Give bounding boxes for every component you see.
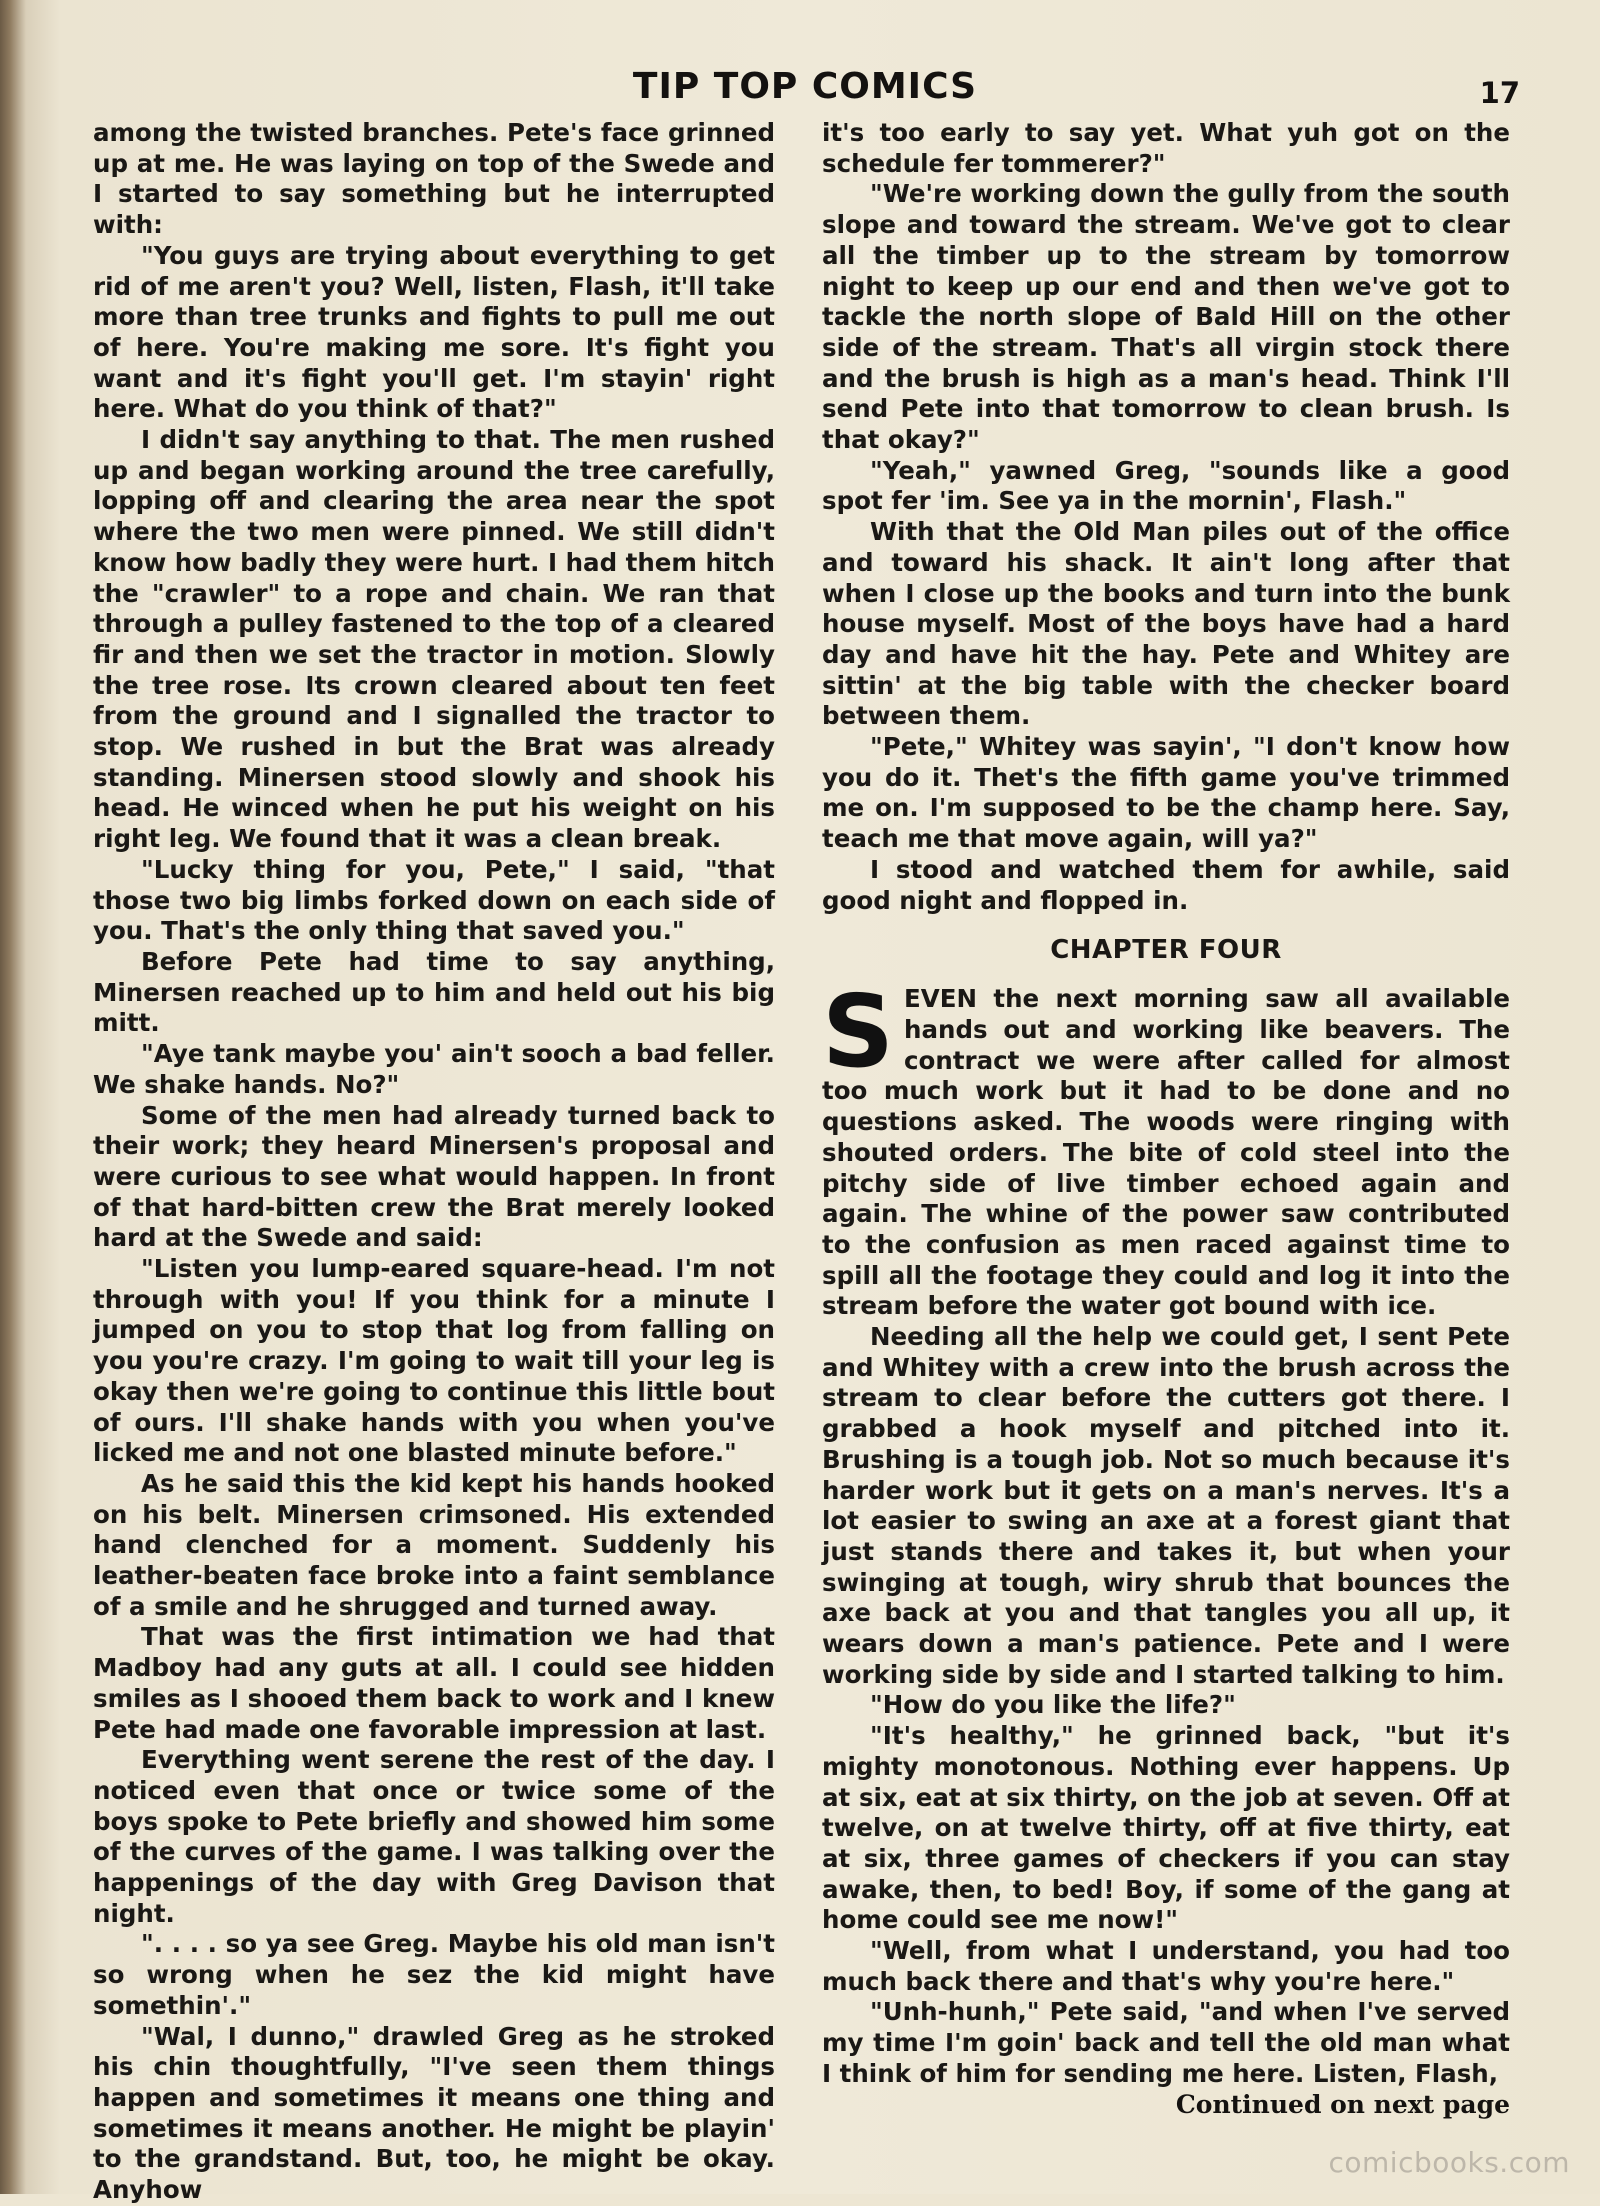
paragraph: Everything went serene the rest of the day. I noticed even that once or twice some of the boys spoke to Pete briefly and showed him some of the curves of the game. I was talking over the happenings of the day with Greg Davison that night.: [93, 1745, 775, 1928]
paragraph: "Wal, I dunno," drawled Greg as he stroked his chin thoughtfully, "I've seen them things happen and sometimes it means one thing and sometimes it means another. He might be playin' to the grandstand. But, too, he might be okay. Anyhow: [93, 2021, 775, 2205]
paragraph: That was the first intimation we had that Madboy had any guts at all. I could see hidden smiles as I shooed them back to work and I knew Pete had made one favorable impression at last.: [93, 1622, 775, 1744]
magazine-title: TIP TOP COMICS: [632, 66, 978, 107]
right-column-top-text: [822, 118, 1510, 916]
paragraph: among the twisted branches. Pete's face grinned up at me. He was laying on top of the Swede and I started to say something but he interrupted with:: [93, 118, 775, 240]
drop-cap-letter: S: [822, 973, 895, 1091]
paragraph: "Well, from what I understand, you had too much back there and that's why you're here.": [822, 1936, 1510, 1996]
paragraph: ". . . . so ya see Greg. Maybe his old man isn't so wrong when he sez the kid might have somethin'.": [93, 1929, 775, 2020]
paragraph: I didn't say anything to that. The men rushed up and began working around the tree carefully, lopping off and clearing the area near the spot where the two men were pinned. We still didn't know how badly they were hurt. I had them hitch the "crawler" to a rope and chain. We ran that through a pulley fastened to the top of a cleared fir and then we set the tractor in motion. Slowly the tree rose. Its crown cleared about ten feet from the ground and I signalled the tractor to stop. We rushed in but the Brat was already standing. Minersen stood slowly and shook his head. He winced when he put his weight on his right leg. We found that it was a clean break.: [93, 425, 775, 854]
right-text-column: [822, 118, 1510, 2090]
paragraph: I stood and watched them for awhile, said good night and flopped in.: [822, 854, 1510, 915]
site-watermark: comicbooks.com: [1328, 2146, 1570, 2179]
paragraph: "Unh-hunh," Pete said, "and when I've served my time I'm goin' back and tell the old man what I think of him for sending me here. Listen, Flash,: [822, 1997, 1510, 2088]
paragraph: With that the Old Man piles out of the office and toward his shack. It ain't long after that when I close up the books and turn into the bunk house myself. Most of the boys have had a hard day and have hit the hay. Pete and Whitey are sittin' at the big table with the checker board between them.: [822, 517, 1510, 731]
paragraph: Some of the men had already turned back to their work; they heard Minersen's proposal and were curious to see what would happen. In front of that hard-bitten crew the Brat merely looked hard at the Swede and said:: [93, 1100, 775, 1253]
paragraph: As he said this the kid kept his hands hooked on his belt. Minersen crimsoned. His extended hand clenched for a moment. Suddenly his leather-beaten face broke into a faint semblance of a smile and he shrugged and turned away.: [93, 1468, 775, 1621]
paragraph: "How do you like the life?": [870, 1690, 1236, 1720]
paragraph: Needing all the help we could get, I sent Pete and Whitey with a crew into the brush across the stream to clear before the cutters got there. I grabbed a hook myself and pitched into it. Brushing is a tough job. Not so much because it's harder work but it gets on a man's nerves. It's a lot easier to swing an axe at a forest giant that just stands there and takes it, but when your swinging at tough, wiry shrub that bounces the axe back at you and that tangles you all up, it wears down a man's patience. Pete and I were working side by side and I started talking to him.: [822, 1322, 1510, 1689]
paragraph: it's too early to say yet. What yuh got on the schedule fer tommerer?": [822, 118, 1510, 178]
page-number: 17: [1479, 76, 1520, 110]
paragraph: "Listen you lump-eared square-head. I'm not through with you! If you think for a minute I jumped on you to stop that log from falling on you you're crazy. I'm going to wait till your leg is okay then we're going to continue this little bout of ours. I'll shake hands with you when you've licked me and not one blasted minute before.": [93, 1254, 775, 1468]
paragraph: Before Pete had time to say anything, Minersen reached up to him and held out his big mitt.: [93, 946, 775, 1038]
paragraph: "You guys are trying about everything to get rid of me aren't you? Well, listen, Flash, it'll take more than tree trunks and fights to pull me out of here. You're making me sore. It's fight you want and it's fight you'll get. I'm stayin' right here. What do you think of that?": [93, 240, 775, 424]
chapter-first-paragraph-text: EVEN the next morning saw all available hands out and working like beavers. The contract we were after called for almost too much work but it had to be done and no questions asked. The woods were ringing with shouted orders. The bite of cold steel into the pitchy side of live timber echoed again and again. The whine of the power saw contributed to the confusion as men raced against time to spill all the footage they could and log it into the stream before the water got bound with ice.: [822, 984, 1510, 1321]
left-text-column: [93, 118, 775, 2206]
paragraph: "Pete," Whitey was sayin', "I don't know how you do it. Thet's the fifth game you've trimmed me on. I'm supposed to be the champ here. Say, teach me that move again, will ya?": [822, 732, 1510, 854]
continued-notice: Continued on next page: [1175, 2090, 1510, 2119]
paragraph: "We're working down the gully from the south slope and toward the stream. We've got to clear all the timber up to the stream by tomorrow night to keep up our end and then we've got to tackle the north slope of Bald Hill on the other side of the stream. That's all virgin stock there and the brush is high as a man's head. Think I'll send Pete into that tomorrow to clean brush. Is that okay?": [822, 179, 1510, 455]
chapter-first-paragraph: [822, 973, 1510, 1322]
paragraph: "It's healthy," he grinned back, "but it's mighty monotonous. Nothing ever happens. Up at six, eat at six thirty, on the job at seven. Off at twelve, on at twelve thirty, off at five thirty, eat at six, three games of checkers if you can stay awake, then, to bed! Boy, if some of the gang at home could see me now!": [822, 1721, 1510, 1935]
paragraph: "Yeah," yawned Greg, "sounds like a good spot fer 'im. See ya in the mornin', Flash.": [822, 455, 1510, 516]
chapter-heading: CHAPTER FOUR: [1050, 935, 1282, 966]
paragraph: "Aye tank maybe you' ain't sooch a bad feller. We shake hands. No?": [93, 1039, 775, 1099]
right-column-bottom-text: [822, 1322, 1510, 2090]
paragraph: "Lucky thing for you, Pete," I said, "that those two big limbs forked down on each side of you. That's the only thing that saved you.": [93, 854, 775, 946]
